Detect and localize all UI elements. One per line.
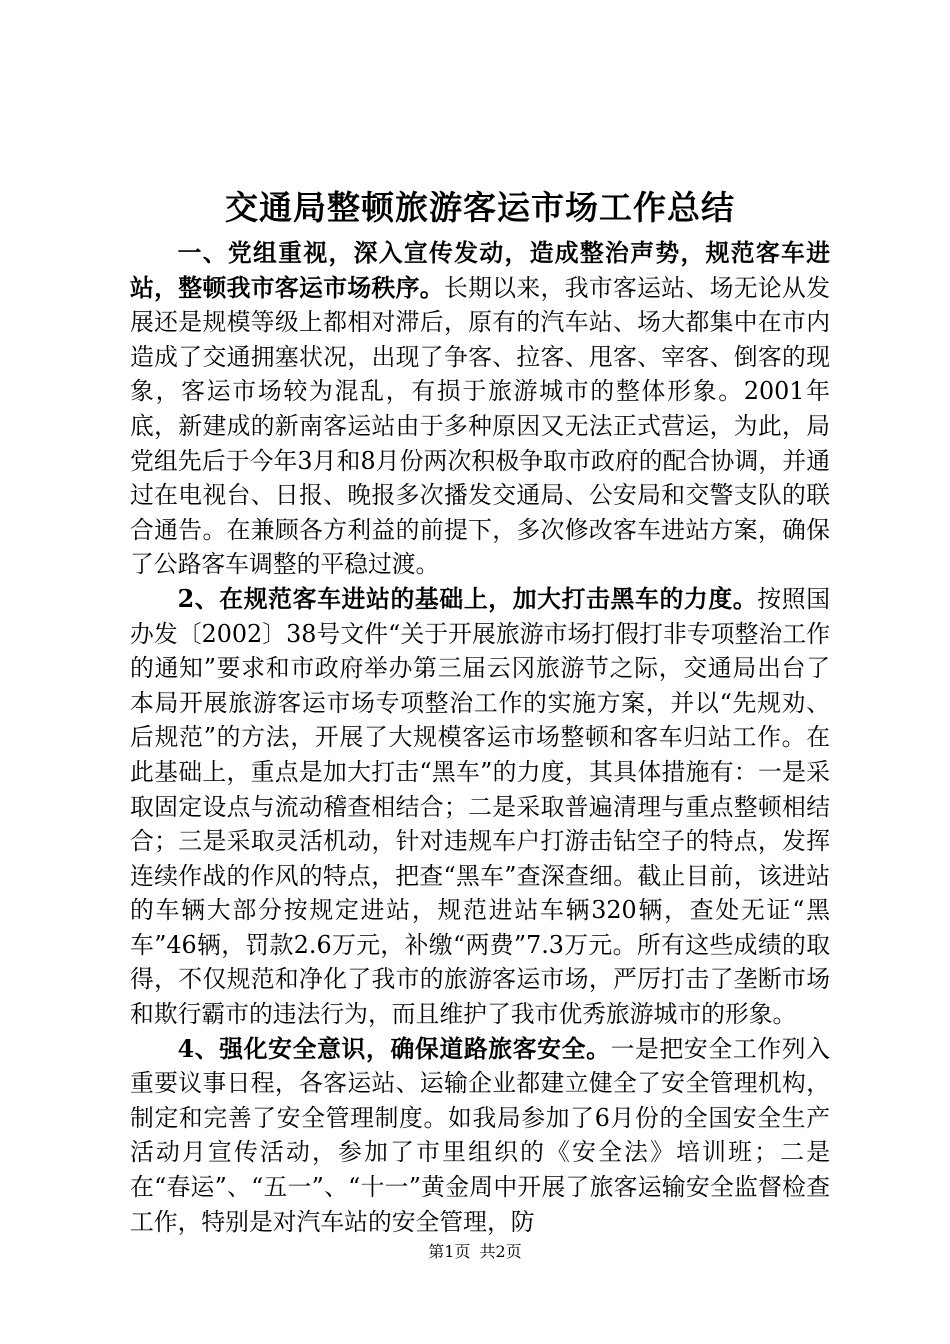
paragraph-2-heading: 2、在规范客车进站的基础上，加大打击黑车的力度。 [177,584,758,613]
paragraph-3-text: 一是把安全工作列入重要议事日程，各客运站、运输企业都建立健全了安全管理机构，制定和完善了安全管理制度。如我局参加了6月份的全国安全生产活动月宣传活动，参加了市里组织的《安全法》培训班；二是在“春运”、“五一”、“十一”黄金周中开展了旅客运输安全监督检查工作，特别是对汽车站的安全管理，防 [130,1034,831,1236]
paragraph-3-heading: 4、强化安全意识，确保道路旅客安全。 [177,1034,611,1063]
paragraph-2-text: 按照国办发〔2002〕38号文件“关于开展旅游市场打假打非专项整治工作的通知”要求和市政府举办第三届云冈旅游节之际，交通局出台了本局开展旅游客运市场专项整治工作的实施方案，并以“先规劝、后规范”的方法，开展了大规模客运市场整顿和客车归站工作。在此基础上，重点是加大打击“黑车”的力度，其具体措施有：一是采取固定设点与流动稽查相结合；二是采取普遍清理与重点整顿相结合；三是采取灵活机动，针对违规车户打游击钻空子的特点，发挥连续作战的作风的特点，把查“黑车”查深查细。截止目前，该进站的车辆大部分按规定进站，规范进站车辆320辆，查处无证“黑车”46辆，罚款2.6万元，补缴“两费”7.3万元。所有这些成绩的取得，不仅规范和净化了我市的旅游客运市场，严厉打击了垄断市场和欺行霸市的违法行为，而且维护了我市优秀旅游城市的形象。 [130,584,831,1029]
document-title: 交通局整顿旅游客运市场工作总结 [225,188,735,227]
paragraph-1-text: 长期以来，我市客运站、场无论从发展还是规模等级上都相对滞后，原有的汽车站、场大都集中在市内造成了交通拥塞状况，出现了争客、拉客、甩客、宰客、倒客的现象，客运市场较为混乱，有损于旅游城市的整体形象。2001年底，新建成的新南客运站由于多种原因又无法正式营运，为此，局党组先后于今年3月和8月份两次积极争取市政府的配合协调，并通过在电视台、日报、晚报多次播发交通局、公安局和交警支队的联合通告。在兼顾各方利益的前提下，多次修改客车进站方案，确保了公路客车调整的平稳过渡。 [130,273,831,579]
page-footer [0,1241,950,1263]
paragraph-1-heading: 一、党组重视，深入宣传发动，造成整治声势，规范客车进站，整顿我市客运市场秩序。 [130,239,830,302]
document-body [130,236,830,1239]
paragraph-3 [130,1032,830,1240]
page-number: 第1页 [428,1242,471,1261]
page-total: 共2页 [479,1242,522,1261]
paragraph-1 [130,236,830,582]
paragraph-2 [130,582,830,1032]
